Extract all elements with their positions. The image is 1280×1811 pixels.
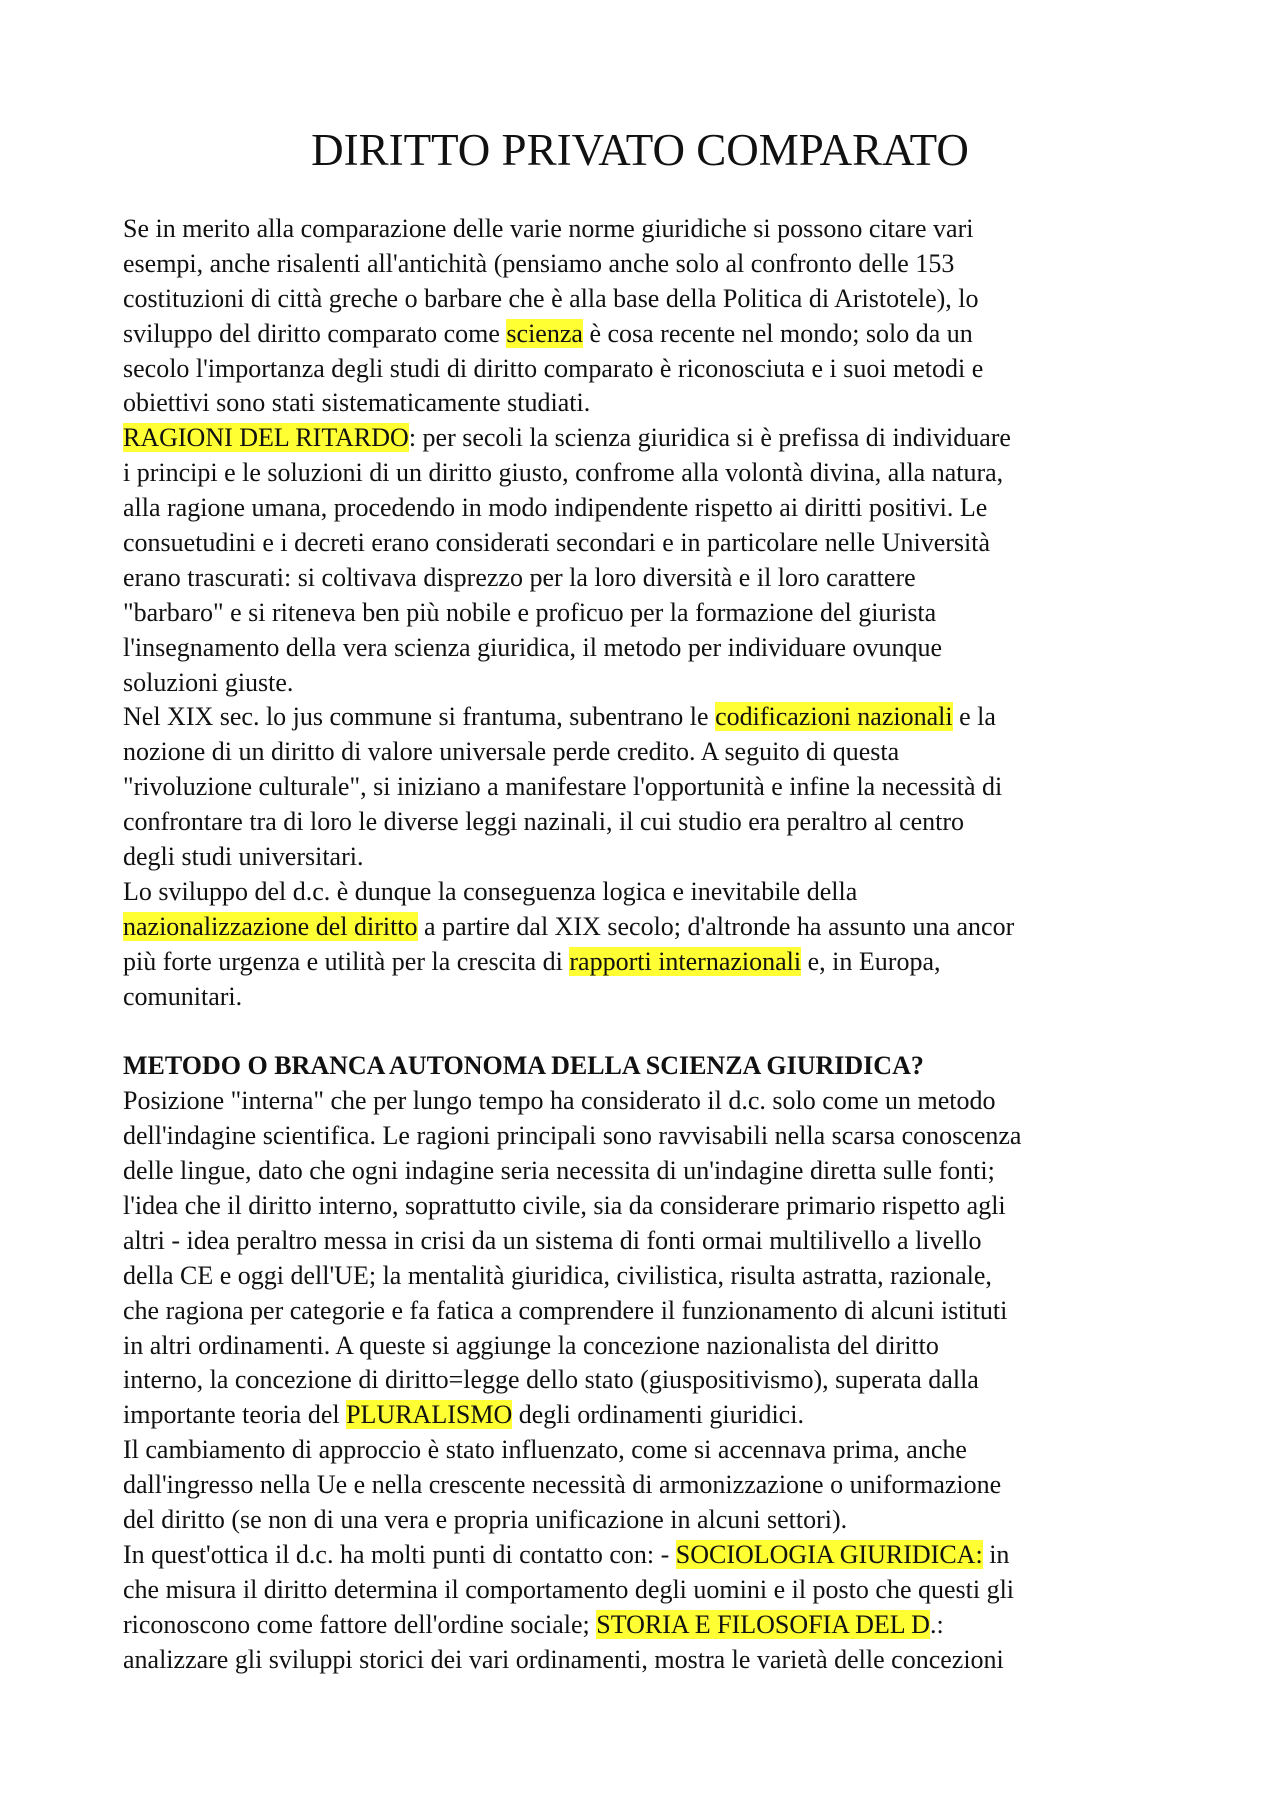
text-segment: "rivoluzione culturale", si iniziano a manifestare l'opportunità e infine la necessità di (123, 772, 1003, 802)
text-line (123, 1329, 1183, 1364)
highlighted-text: STORIA E FILOSOFIA DEL D (596, 1609, 930, 1639)
text-segment: più forte urgenza e utilità per la crescita di (123, 946, 570, 976)
text-segment: "barbaro" e si riteneva ben più nobile e proficuo per la formazione del giurista (123, 597, 937, 627)
text-line (123, 1259, 1183, 1294)
text-line (123, 805, 1183, 840)
text-line (123, 352, 1183, 387)
text-segment: consuetudini e i decreti erano considerati secondari e in particolare nelle Università (123, 528, 991, 558)
text-line (123, 1224, 1183, 1259)
text-line (123, 910, 1183, 945)
text-line (123, 1294, 1183, 1329)
text-segment: : per secoli la scienza giuridica si è prefissa di individuare (408, 423, 1011, 453)
text-line (123, 735, 1183, 770)
text-segment: esempi, anche risalenti all'antichità (pensiamo anche solo al confronto delle 153 (123, 248, 955, 278)
text-line (123, 561, 1183, 596)
text-line (123, 840, 1183, 875)
text-segment: .: (929, 1609, 944, 1639)
text-line (123, 421, 1183, 456)
text-line (123, 247, 1183, 282)
text-segment: obiettivi sono stati sistematicamente studiati. (123, 388, 591, 418)
blank-line (123, 1014, 1183, 1049)
text-line (123, 1363, 1183, 1398)
highlighted-text: PLURALISMO (346, 1400, 513, 1430)
text-segment: l'idea che il diritto interno, soprattutto civile, sia da considerare primario rispetto agli (123, 1190, 1006, 1220)
text-line (123, 386, 1183, 421)
text-line (123, 875, 1183, 910)
text-segment: delle lingue, dato che ogni indagine seria necessita di un'indagine diretta sulle fonti; (123, 1156, 995, 1186)
text-segment: secolo l'importanza degli studi di diritto comparato è riconosciuta e i suoi metodi e (123, 353, 984, 383)
text-line (123, 596, 1183, 631)
section-heading: METODO O BRANCA AUTONOMA DELLA SCIENZA GIURIDICA? (123, 1051, 924, 1081)
text-segment: riconoscono come fattore dell'ordine sociale; (123, 1609, 597, 1639)
text-segment: Posizione "interna" che per lungo tempo ha considerato il d.c. solo come un metodo (123, 1086, 996, 1116)
text-line (123, 1154, 1183, 1189)
text-segment: in (982, 1539, 1010, 1569)
text-segment: altri - idea peraltro messa in crisi da un sistema di fonti ormai multilivello a livello (123, 1225, 982, 1255)
text-line (123, 456, 1183, 491)
text-segment: che ragiona per categorie e fa fatica a comprendere il funzionamento di alcuni istituti (123, 1295, 1008, 1325)
text-segment: In quest'ottica il d.c. ha molti punti di contatto con: - (123, 1539, 676, 1569)
text-line (123, 945, 1183, 980)
page-title: DIRITTO PRIVATO COMPARATO (311, 125, 969, 175)
text-segment: sviluppo del diritto comparato come (123, 318, 507, 348)
text-segment: dall'ingresso nella Ue e nella crescente necessità di armonizzazione o uniformazione (123, 1470, 1002, 1500)
text-line (123, 1189, 1183, 1224)
text-segment: Se in merito alla comparazione delle varie norme giuridiche si possono citare vari (123, 214, 974, 243)
text-segment: e la (952, 702, 996, 732)
text-line (123, 700, 1183, 735)
text-line (123, 1084, 1183, 1119)
text-segment: Nel XIX sec. lo jus commune si frantuma, subentrano le (123, 702, 716, 732)
text-segment: interno, la concezione di diritto=legge dello stato (giuspositivismo), superata dalla (123, 1365, 979, 1395)
text-segment: comunitari. (123, 981, 243, 1011)
highlighted-text: SOCIOLOGIA GIURIDICA: (675, 1539, 983, 1569)
text-segment: della CE e oggi dell'UE; la mentalità giuridica, civilistica, risulta astratta, razionale, (123, 1260, 992, 1290)
text-line (123, 1398, 1183, 1433)
document-body (123, 212, 1183, 1677)
text-line (123, 770, 1183, 805)
text-line (123, 1049, 1183, 1084)
text-line (123, 1503, 1183, 1538)
text-segment: costituzioni di città greche o barbare che è alla base della Politica di Aristotele), lo (123, 283, 979, 313)
text-segment: degli ordinamenti giuridici. (512, 1400, 804, 1430)
text-segment: Lo sviluppo del d.c. è dunque la conseguenza logica e inevitabile della (123, 876, 858, 906)
highlighted-text: codificazioni nazionali (715, 702, 953, 732)
text-segment: in altri ordinamenti. A queste si aggiunge la concezione nazionalista del diritto (123, 1330, 939, 1360)
text-segment: dell'indagine scientifica. Le ragioni principali sono ravvisabili nella scarsa conoscenza (123, 1121, 1022, 1151)
text-line (123, 526, 1183, 561)
text-line (123, 317, 1183, 352)
text-segment: a partire dal XIX secolo; d'altronde ha assunto una ancor (417, 911, 1015, 941)
text-segment: erano trascurati: si coltivava disprezzo per la loro diversità e il loro carattere (123, 562, 916, 592)
text-line (123, 1433, 1183, 1468)
text-line (123, 1468, 1183, 1503)
text-line (123, 282, 1183, 317)
highlighted-text: rapporti internazionali (569, 946, 802, 976)
text-segment: e, in Europa, (801, 946, 941, 976)
text-line (123, 1643, 1183, 1678)
highlighted-text: RAGIONI DEL RITARDO (123, 423, 409, 453)
highlighted-text: scienza (506, 318, 583, 348)
text-line (123, 980, 1183, 1015)
text-segment: nozione di un diritto di valore universale perde credito. A seguito di questa (123, 737, 900, 767)
text-line (123, 491, 1183, 526)
text-segment: importante teoria del (123, 1400, 347, 1430)
text-segment: i principi e le soluzioni di un diritto giusto, confrome alla volontà divina, alla natura, (123, 458, 1004, 488)
text-segment: che misura il diritto determina il comportamento degli uomini e il posto che questi gli (123, 1574, 1015, 1604)
text-line (123, 666, 1183, 701)
highlighted-text: nazionalizzazione del diritto (123, 911, 418, 941)
text-line (123, 1608, 1183, 1643)
text-segment: soluzioni giuste. (123, 667, 294, 697)
text-segment: del diritto (se non di una vera e propria unificazione in alcuni settori). (123, 1504, 848, 1534)
text-line (123, 1119, 1183, 1154)
text-segment: confrontare tra di loro le diverse leggi nazinali, il cui studio era peraltro al centro (123, 807, 965, 837)
text-segment: è cosa recente nel mondo; solo da un (582, 318, 973, 348)
text-segment: alla ragione umana, procedendo in modo indipendente rispetto ai diritti positivi. Le (123, 493, 988, 523)
text-line (123, 631, 1183, 666)
text-segment: Il cambiamento di approccio è stato influenzato, come si accennava prima, anche (123, 1435, 967, 1465)
text-line (123, 212, 1183, 247)
text-segment: analizzare gli sviluppi storici dei vari ordinamenti, mostra le varietà delle concezioni (123, 1644, 1004, 1674)
text-line (123, 1573, 1183, 1608)
text-line (123, 1538, 1183, 1573)
text-segment: degli studi universitari. (123, 842, 364, 872)
text-segment: l'insegnamento della vera scienza giuridica, il metodo per individuare ovunque (123, 632, 943, 662)
